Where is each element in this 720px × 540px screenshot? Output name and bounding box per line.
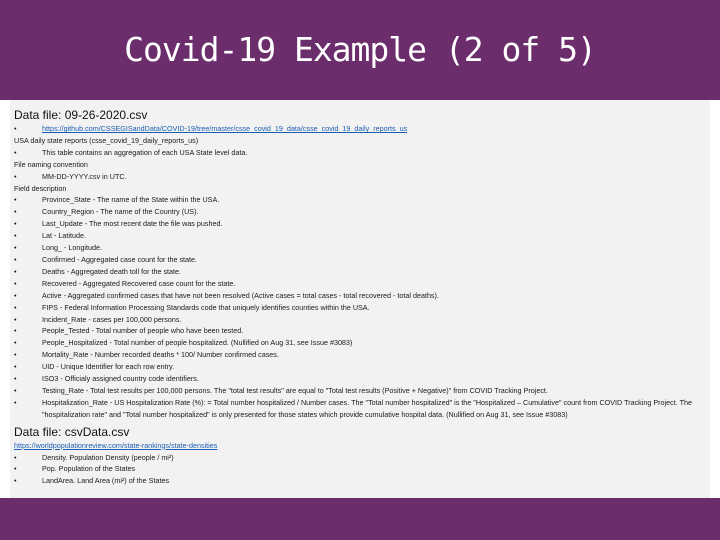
repo-link-item — [14, 123, 710, 135]
list-item: • Lat - Latitude. — [14, 230, 710, 242]
list-item: • Pop. Population of the States — [14, 463, 710, 475]
title-bar — [0, 0, 720, 100]
list-item: • UID - Unique Identifier for each row entry. — [14, 361, 710, 373]
list-item: • ISO3 - Officialy assigned country code identifiers. — [14, 373, 710, 385]
naming-value: • MM-DD-YYYY.csv in UTC. — [14, 171, 710, 183]
list-item: • Country_Region - The name of the Country (US). — [14, 206, 710, 218]
field-list — [14, 194, 710, 420]
section2-heading: Data file: csvData.csv — [14, 424, 130, 439]
section1-heading: Data file: 09-26-2020.csv — [14, 108, 148, 122]
reports-label: USA daily state reports (csse_covid_19_daily_reports_us) — [14, 135, 199, 145]
list-item: • People_Tested - Total number of people who have been tested. — [14, 325, 710, 337]
list-item: • Deaths - Aggregated death toll for the state. — [14, 266, 710, 278]
list-item: • Recovered - Aggregated Recovered case count for the state. — [14, 278, 710, 290]
slide-content — [14, 108, 710, 487]
list-item: • People_Hospitalized - Total number of people hospitalized. (Nullified on Aug 31, see Issue #3083) — [14, 337, 710, 349]
list-item: • LandArea. Land Area (mi²) of the States — [14, 475, 710, 487]
list-item: • Long_ - Longitude. — [14, 242, 710, 254]
repo-link[interactable]: https://github.com/CSSEGISandData/COVID-19/tree/master/csse_covid_19_data/csse_covid_19_daily_reports_us — [42, 124, 408, 133]
list-item: • Hospitalization_Rate - US Hospitalization Rate (%): = Total number hospitalized / Number cases. The "Total number hospitalized" is the "Hospitalized – Cumulative" count from COVID Tracking Project. The "hospitalization rate" and "Total number hospitalized" is only presented for those states which provide cumulative hospital data. (Nullified on Aug 31, see Issue #3083) — [14, 397, 710, 421]
source-link[interactable]: https://worldpopulationreview.com/state-rankings/state-densities — [14, 440, 218, 450]
field-list-2 — [14, 452, 710, 488]
footer-bar — [0, 498, 720, 540]
list-item: • Last_Update - The most recent date the file was pushed. — [14, 218, 710, 230]
list-item: • Incident_Rate - cases per 100,000 persons. — [14, 314, 710, 326]
list-item: • Density. Population Density (people / mi²) — [14, 452, 710, 464]
list-item: • Province_State - The name of the State within the USA. — [14, 194, 710, 206]
naming-label: File naming convention — [14, 159, 88, 169]
list-item: • FIPS - Federal Information Processing Standards code that uniquely identifies counties within the USA. — [14, 302, 710, 314]
field-label: Field description — [14, 183, 67, 193]
list-item: • Active - Aggregated confirmed cases that have not been resolved (Active cases = total cases - total recovered - total deaths). — [14, 290, 710, 302]
list-item: • Mortality_Rate - Number recorded deaths * 100/ Number confirmed cases. — [14, 349, 710, 361]
list-item: • Confirmed - Aggregated case count for the state. — [14, 254, 710, 266]
slide-title: Covid-19 Example (2 of 5) — [124, 30, 596, 69]
list-item: • Testing_Rate - Total test results per 100,000 persons. The "total test results" are equal to "Total test results (Positive + Negative)" from COVID Tracking Project. — [14, 385, 710, 397]
reports-desc: • This table contains an aggregation of each USA State level data. — [14, 147, 710, 159]
